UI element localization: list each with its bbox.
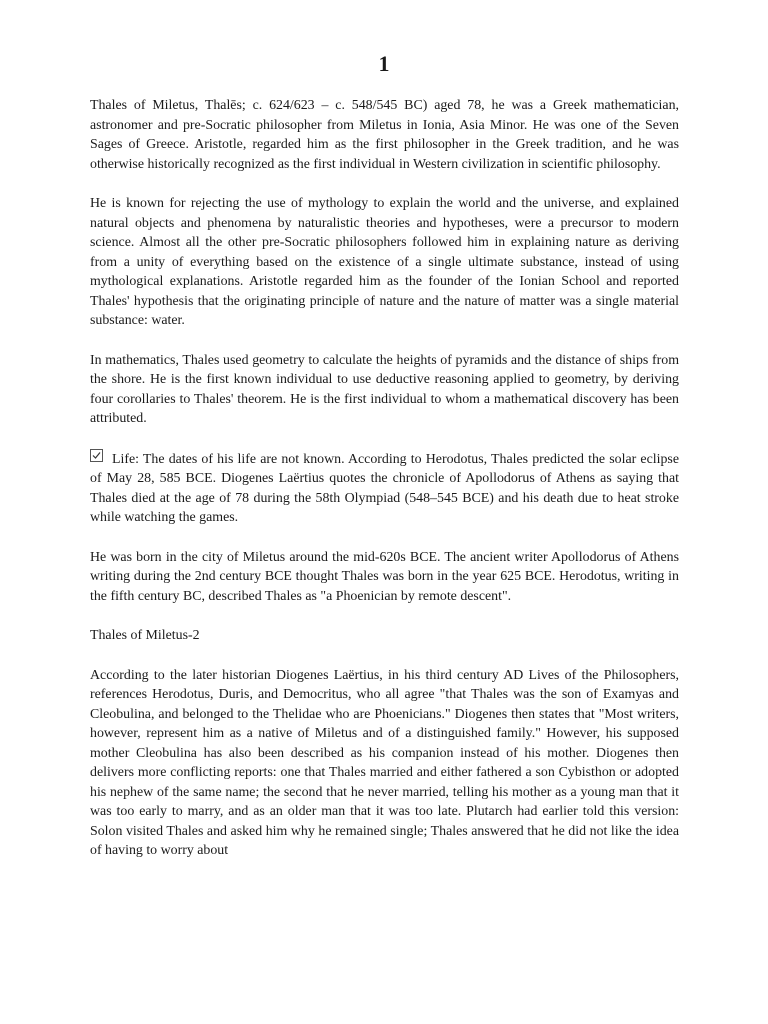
life-paragraph-text: Life: The dates of his life are not known. According to Herodotus, Thales predicted the solar eclipse of May 28, 585 BCE. Diogenes Laërtius quotes the chronicle of Apollodorus of Athens as saying that Thales died at the age of 78 during the 58th Olympiad (548–545 BCE) and his death due to heat stroke while watching the games. xyxy=(90,451,679,525)
mathematics-paragraph: In mathematics, Thales used geometry to calculate the heights of pyramids and the distance of ships from the shore. He is the first known individual to use deductive reasoning applied to geometry, by deriving four corollaries to Thales' theorem. He is the first individual to whom a mathematical discovery has been attributed. xyxy=(90,352,679,426)
document-body xyxy=(90,96,679,861)
intro-paragraph: Thales of Miletus, Thalēs; c. 624/623 – c. 548/545 BC) aged 78, he was a Greek mathematician, astronomer and pre-Socratic philosopher from Miletus in Ionia, Asia Minor. He was one of the Seven Sages of Greece. Aristotle, regarded him as the first philosopher in the Greek tradition, and he was otherwise historically recognized as the first individual in Western civilization in scientific philosophy. xyxy=(90,98,679,172)
section-heading: Thales of Miletus-2 xyxy=(90,628,200,643)
birth-paragraph: He was born in the city of Miletus around the mid-620s BCE. The ancient writer Apollodorus of Athens writing during the 2nd century BCE thought Thales was born in the year 625 BCE. Herodotus, writing in the fifth century BC, described Thales as "a Phoenician by remote descent". xyxy=(90,549,679,604)
page-number: 1 xyxy=(378,51,390,76)
philosophy-paragraph: He is known for rejecting the use of mythology to explain the world and the universe, and explained natural objects and phenomena by naturalistic theories and hypotheses, were a precursor to modern science. Almost all the other pre-Socratic philosophers followed him in explaining nature as deriving from a unity of everything based on the existence of a single ultimate substance, instead of using mythological explanations. Aristotle regarded him as the founder of the Ionian School and reported Thales' hypothesis that the originating principle of nature and the nature of matter was a single material substance: water. xyxy=(90,196,679,328)
checkbox-icon xyxy=(90,449,103,462)
life-paragraph xyxy=(90,449,679,528)
lineage-paragraph: According to the later historian Diogenes Laërtius, in his third century AD Lives of the Philosophers, references Herodotus, Duris, and Democritus, who all agree "that Thales was the son of Examyas and Cleobulina, and belonged to the Thelidae who are Phoenicians." Diogenes then states that "Most writers, however, represent him as a native of Miletus and of a distinguished family." However, his supposed mother Cleobulina has also been described as his companion instead of his mother. Diogenes then delivers more conflicting reports: one that Thales married and either fathered a son Cybisthon or adopted his nephew of the same name; the second that he never married, telling his mother as a young man that it was too early to marry, and as an older man that it was too late. Plutarch had earlier told this version: Solon visited Thales and asked him why he remained single; Thales answered that he did not like the idea of having to worry about xyxy=(90,667,679,858)
